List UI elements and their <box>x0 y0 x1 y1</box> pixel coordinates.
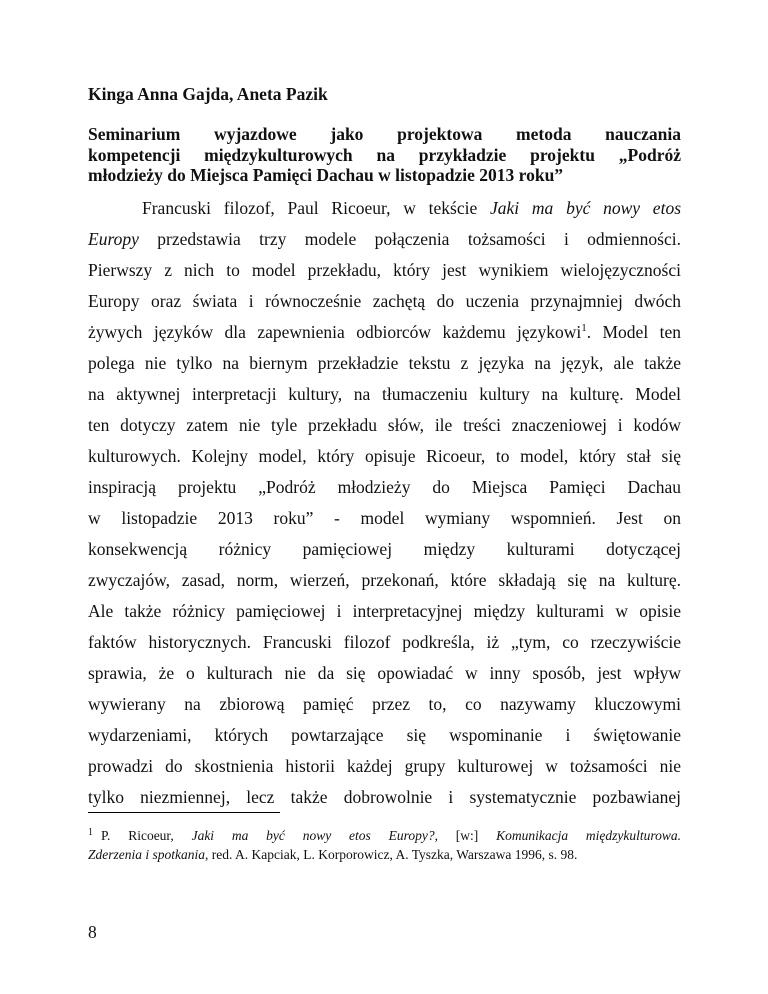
cited-title: Jaki ma być nowy etos <box>490 198 682 218</box>
body-line: kulturowych. Kolejny model, który opisuje Ricoeur, to model, który stał się <box>88 446 681 466</box>
body-line: wydarzeniami, których powtarzające się wspominanie i świętowanie <box>88 725 681 745</box>
body-line: Europy oraz świata i równocześnie zachętą do uczenia przynajmniej dwóch <box>88 291 681 311</box>
body-line: zwyczajów, zasad, norm, wierzeń, przekonań, które składają się na kulturę. <box>88 570 681 590</box>
body-line: prowadzi do skostnienia historii każdej grupy kulturowej w tożsamości nie <box>88 756 681 776</box>
page-number: 8 <box>88 922 97 942</box>
body-text <box>88 193 681 813</box>
footnote-separator <box>88 812 280 813</box>
body-line: inspiracją projektu „Podróż młodzieży do Miejsca Pamięci Dachau <box>88 477 681 497</box>
body-line: tylko niezmiennej, lecz także dobrowolnie i systematycznie pozbawianej <box>88 787 681 807</box>
body-line: Europy przedstawia trzy modele połączenia tożsamości i odmienności. <box>88 229 681 249</box>
body-line: żywych języków dla zapewnienia odbiorców każdemu językowi$^1$. Model ten <box>88 322 681 342</box>
body-line: wywierany na zbiorową pamięć przez to, co nazywamy kluczowymi <box>88 694 681 714</box>
body-line: Ale także różnicy pamięciowej i interpretacyjnej między kulturami w opisie <box>88 601 681 621</box>
title-line: młodzieży do Miejsca Pamięci Dachau w listopadzie 2013 roku” <box>88 165 564 185</box>
body-line: ten dotyczy zatem nie tyle przekładu słów, ile treści znaczeniowej i kodów <box>88 415 681 435</box>
footnote-line: Zderzenia i spotkania, red. A. Kapciak, L. Korporowicz, A. Tyszka, Warszawa 1996, s. 98. <box>88 847 578 862</box>
title-line: kompetencji międzykulturowych na przykładzie projektu „Podróż <box>88 144 681 165</box>
body-line: sprawia, że o kulturach nie da się opowiadać w inny sposób, jest wpływ <box>88 663 681 683</box>
body-line: Francuski filozof, Paul Ricoeur, w tekście Jaki ma być nowy etos <box>142 198 682 218</box>
footnote-ref[interactable]: 1 <box>581 322 587 335</box>
body-line: konsekwencją różnicy pamięciowej między kulturami dotyczącej <box>88 539 681 559</box>
body-line: polega nie tylko na biernym przekładzie tekstu z języka na język, ale także <box>88 353 681 373</box>
footnote-line: $^1$ P. Ricoeur, Jaki ma być nowy etos Europy?, [w:] Komunikacja międzykulturowa. <box>88 826 681 843</box>
body-line: w listopadzie 2013 roku” - model wymiany wspomnień. Jest on <box>88 508 681 528</box>
body-line: na aktywnej interpretacji kultury, na tłumaczeniu kultury na kulturę. Model <box>88 384 681 404</box>
footnote-mark: 1 <box>88 826 93 838</box>
article-title <box>88 124 681 186</box>
cited-title: Europy <box>88 229 139 249</box>
body-line: Pierwszy z nich to model przekładu, który jest wynikiem wielojęzyczności <box>88 260 681 280</box>
body-line: faktów historycznych. Francuski filozof podkreśla, iż „tym, co rzeczywiście <box>88 632 681 652</box>
footnote <box>88 826 681 864</box>
title-line: Seminarium wyjazdowe jako projektowa metoda nauczania <box>88 124 681 144</box>
authors: Kinga Anna Gajda, Aneta Pazik <box>88 84 328 104</box>
